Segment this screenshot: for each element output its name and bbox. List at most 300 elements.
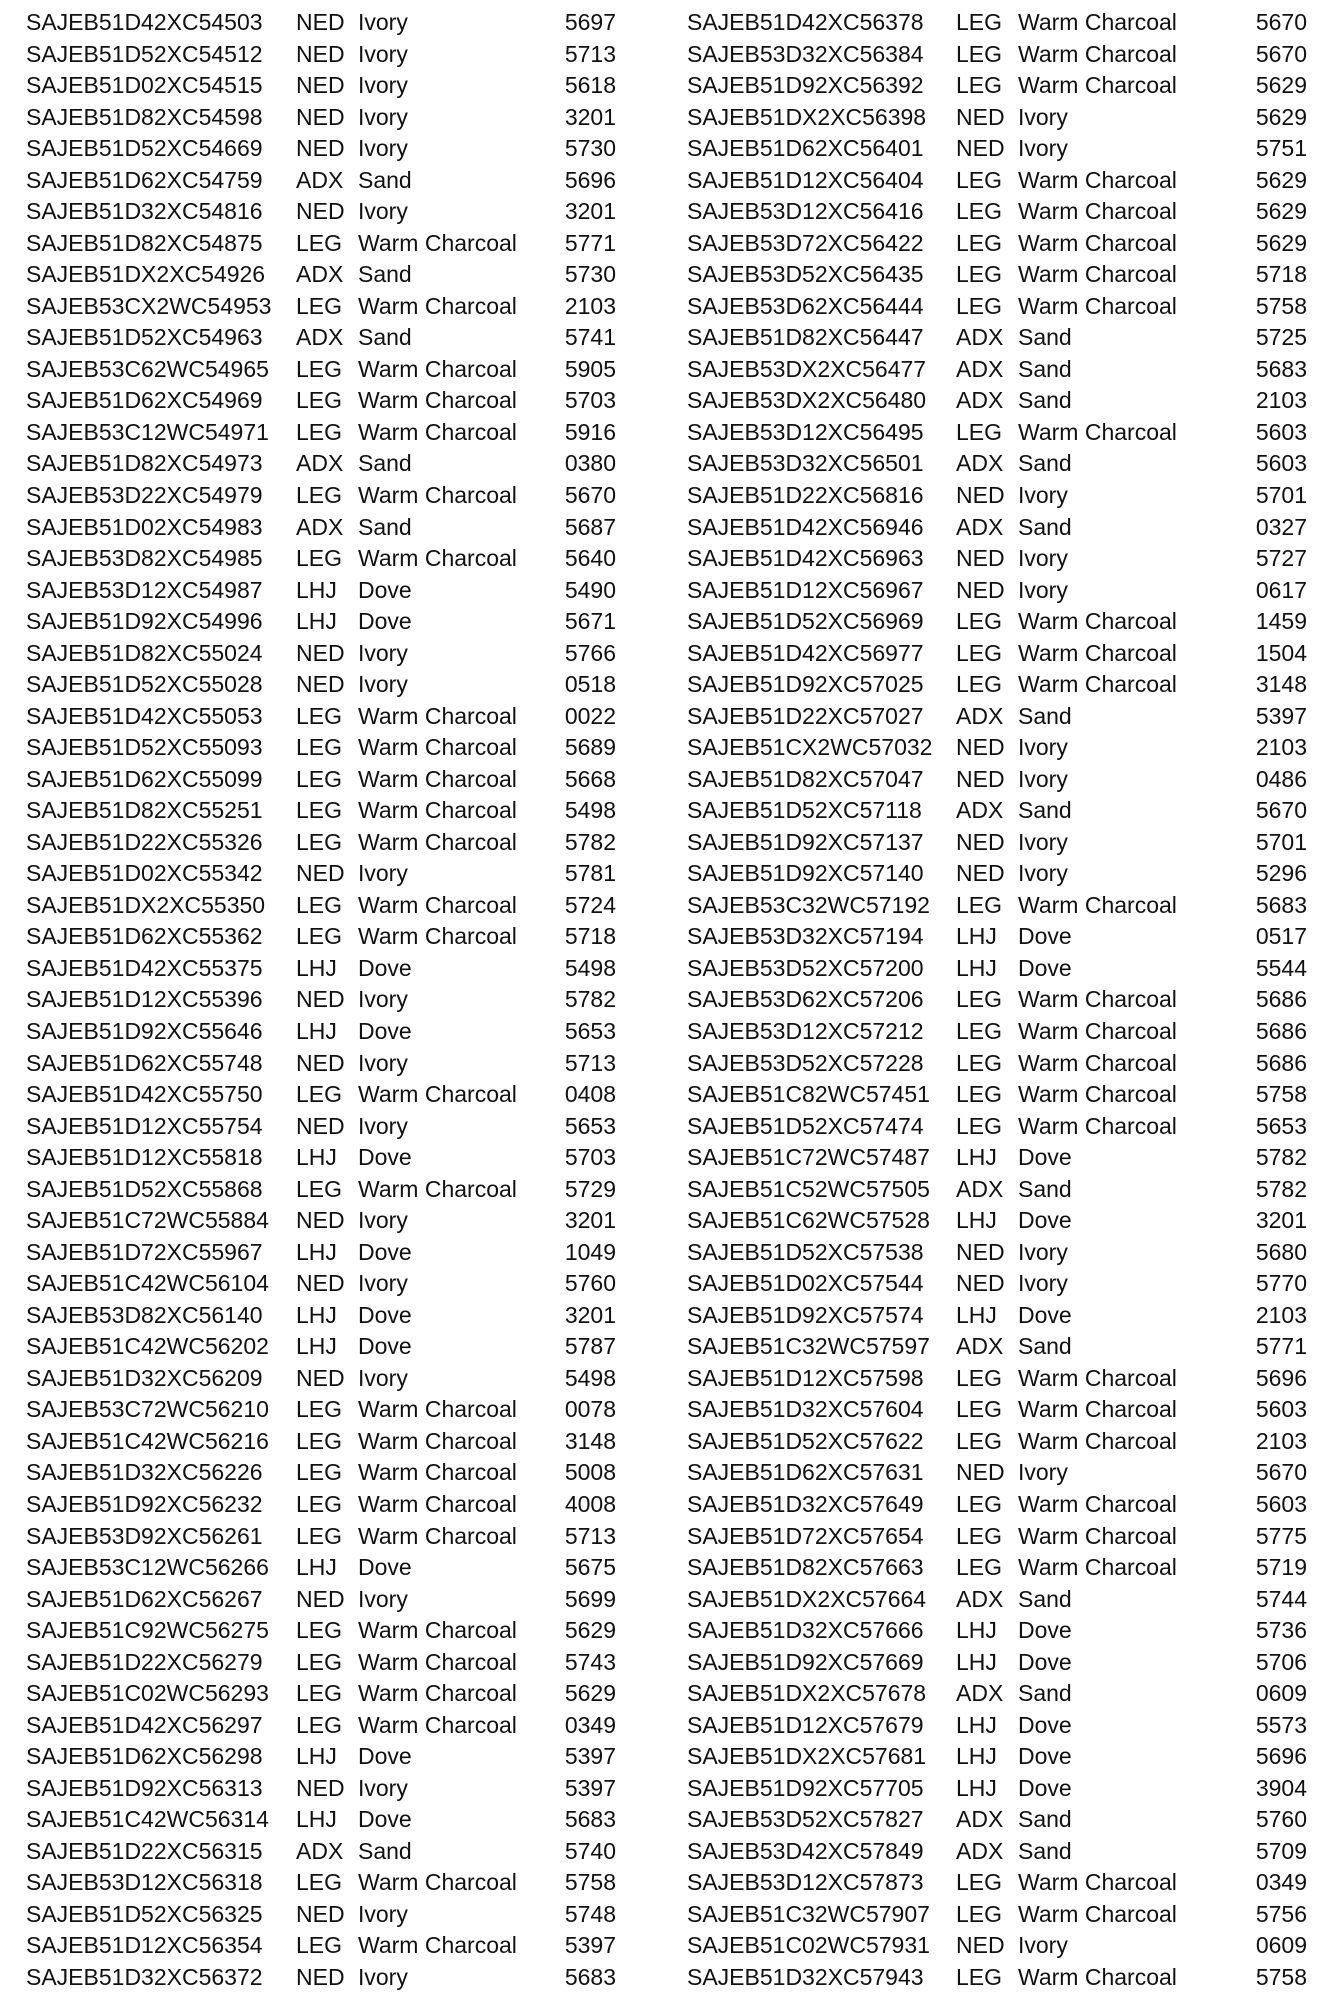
color-cell: Warm Charcoal: [358, 1396, 517, 1423]
number-cell: 5736: [1255, 1617, 1307, 1644]
code-cell: NED: [296, 103, 345, 130]
code-cell: ADX: [296, 324, 344, 351]
vin-cell: SAJEB53C62WC54965: [26, 355, 269, 382]
vin-cell: SAJEB51C02WC57931: [687, 1932, 930, 1959]
code-cell: LEG: [296, 545, 343, 572]
color-cell: Warm Charcoal: [358, 1522, 517, 1549]
code-cell: ADX: [956, 1680, 1004, 1707]
color-cell: Warm Charcoal: [1018, 639, 1177, 666]
vin-cell: SAJEB51D42XC56977: [687, 639, 924, 666]
color-cell: Warm Charcoal: [358, 891, 517, 918]
vin-cell: SAJEB51D12XC57598: [687, 1364, 924, 1391]
vin-cell: SAJEB53D82XC54985: [26, 545, 263, 572]
code-cell: LHJ: [296, 1743, 337, 1770]
color-cell: Dove: [1018, 954, 1072, 981]
color-cell: Warm Charcoal: [1018, 1900, 1177, 1927]
number-cell: 5701: [1255, 828, 1307, 855]
color-cell: Warm Charcoal: [358, 797, 517, 824]
code-cell: NED: [956, 1238, 1005, 1265]
number-cell: 5603: [1255, 450, 1307, 477]
color-cell: Warm Charcoal: [358, 702, 517, 729]
color-cell: Dove: [1018, 1711, 1072, 1738]
vin-cell: SAJEB53D52XC57200: [687, 954, 924, 981]
color-cell: Dove: [1018, 1774, 1072, 1801]
number-cell: 5758: [1255, 1963, 1307, 1990]
code-cell: LEG: [296, 923, 343, 950]
vin-cell: SAJEB51D12XC56354: [26, 1932, 263, 1959]
vin-cell: SAJEB51D92XC57025: [687, 671, 924, 698]
number-cell: 0349: [1255, 1869, 1307, 1896]
vin-cell: SAJEB51D42XC56297: [26, 1711, 263, 1738]
color-cell: Ivory: [358, 103, 408, 130]
vin-cell: SAJEB51D42XC56963: [687, 545, 924, 572]
number-cell: 5675: [564, 1554, 616, 1581]
vin-cell: SAJEB51D62XC56267: [26, 1585, 263, 1612]
color-cell: Ivory: [1018, 734, 1068, 761]
code-cell: NED: [296, 1112, 345, 1139]
code-cell: LHJ: [296, 954, 337, 981]
code-cell: LEG: [296, 734, 343, 761]
number-cell: 5730: [564, 135, 616, 162]
color-cell: Warm Charcoal: [358, 1459, 517, 1486]
code-cell: LEG: [956, 1900, 1003, 1927]
vin-cell: SAJEB51C62WC57528: [687, 1207, 930, 1234]
number-cell: 5629: [564, 1680, 616, 1707]
code-cell: ADX: [956, 797, 1004, 824]
code-cell: ADX: [296, 261, 344, 288]
vin-cell: SAJEB53D12XC56416: [687, 198, 924, 225]
vin-cell: SAJEB51C72WC55884: [26, 1207, 269, 1234]
code-cell: ADX: [956, 1806, 1004, 1833]
number-cell: 5629: [1255, 229, 1307, 256]
code-cell: NED: [296, 1963, 345, 1990]
code-cell: NED: [296, 1049, 345, 1076]
vin-cell: SAJEB53D52XC57228: [687, 1049, 924, 1076]
number-cell: 5498: [564, 1364, 616, 1391]
number-cell: 5689: [564, 734, 616, 761]
vin-cell: SAJEB51CX2WC57032: [687, 734, 933, 761]
code-cell: NED: [296, 9, 345, 35]
color-cell: Ivory: [1018, 481, 1068, 508]
color-cell: Warm Charcoal: [358, 1175, 517, 1202]
vin-cell: SAJEB51D32XC54816: [26, 198, 263, 225]
color-cell: Warm Charcoal: [1018, 1396, 1177, 1423]
color-cell: Warm Charcoal: [358, 1081, 517, 1108]
color-cell: Warm Charcoal: [1018, 418, 1177, 445]
vin-cell: SAJEB51D32XC57943: [687, 1963, 924, 1990]
vin-cell: SAJEB51D62XC55362: [26, 923, 263, 950]
number-cell: 5771: [1255, 1333, 1307, 1360]
color-cell: Sand: [1018, 387, 1072, 414]
color-cell: Warm Charcoal: [358, 355, 517, 382]
vin-cell: SAJEB53D12XC57212: [687, 1018, 924, 1044]
vin-cell: SAJEB53D52XC56435: [687, 261, 924, 288]
number-cell: 5603: [1255, 1396, 1307, 1423]
code-cell: NED: [296, 671, 345, 698]
code-cell: LEG: [956, 166, 1003, 193]
vin-cell: SAJEB51D12XC55396: [26, 986, 263, 1013]
code-cell: LEG: [296, 1711, 343, 1738]
number-cell: 5751: [1255, 135, 1307, 162]
number-cell: 0518: [564, 671, 616, 698]
vin-cell: SAJEB51D62XC57631: [687, 1459, 924, 1486]
color-cell: Dove: [1018, 1617, 1072, 1644]
vin-cell: SAJEB51D52XC54963: [26, 324, 263, 351]
number-cell: 5760: [564, 1270, 616, 1297]
vin-cell: SAJEB53D92XC56261: [26, 1522, 263, 1549]
code-cell: NED: [296, 198, 345, 225]
number-cell: 5703: [564, 1144, 616, 1171]
code-cell: LEG: [296, 481, 343, 508]
color-cell: Sand: [358, 1837, 412, 1864]
code-cell: LEG: [296, 229, 343, 256]
vin-cell: SAJEB51D82XC55024: [26, 639, 263, 666]
color-cell: Warm Charcoal: [358, 418, 517, 445]
number-cell: 5573: [1255, 1711, 1307, 1738]
number-cell: 5498: [564, 954, 616, 981]
number-cell: 5743: [564, 1648, 616, 1675]
vin-cell: SAJEB51D92XC57137: [687, 828, 924, 855]
vin-cell: SAJEB53D12XC54987: [26, 576, 263, 603]
vin-cell: SAJEB51D02XC54983: [26, 513, 263, 540]
color-cell: Warm Charcoal: [1018, 1112, 1177, 1139]
color-cell: Dove: [1018, 923, 1072, 950]
number-cell: 5670: [1255, 9, 1307, 35]
code-cell: NED: [296, 1364, 345, 1391]
color-cell: Sand: [358, 261, 412, 288]
color-cell: Ivory: [358, 72, 408, 99]
number-cell: 5696: [1255, 1364, 1307, 1391]
vin-cell: SAJEB53DX2XC56477: [687, 355, 927, 382]
color-cell: Ivory: [358, 1112, 408, 1139]
vin-cell: SAJEB51DX2XC56398: [687, 103, 927, 130]
code-cell: ADX: [956, 1837, 1004, 1864]
code-cell: ADX: [296, 1837, 344, 1864]
color-cell: Sand: [1018, 355, 1072, 382]
code-cell: NED: [956, 135, 1005, 162]
color-cell: Dove: [1018, 1301, 1072, 1328]
code-cell: LEG: [956, 1396, 1003, 1423]
color-cell: Ivory: [358, 198, 408, 225]
vin-cell: SAJEB51DX2XC57681: [687, 1743, 927, 1770]
code-cell: LEG: [296, 1490, 343, 1517]
code-cell: NED: [296, 1774, 345, 1801]
color-cell: Sand: [358, 166, 412, 193]
color-cell: Warm Charcoal: [1018, 1554, 1177, 1581]
code-cell: ADX: [956, 324, 1004, 351]
number-cell: 5758: [564, 1869, 616, 1896]
number-cell: 3148: [1255, 671, 1307, 698]
code-cell: LEG: [956, 1112, 1003, 1139]
code-cell: NED: [956, 1459, 1005, 1486]
vin-cell: SAJEB53D22XC54979: [26, 481, 263, 508]
color-cell: Ivory: [1018, 1932, 1068, 1959]
vin-cell: SAJEB53C32WC57192: [687, 891, 930, 918]
color-cell: Dove: [1018, 1207, 1072, 1234]
code-cell: LHJ: [956, 1711, 997, 1738]
color-cell: Warm Charcoal: [1018, 292, 1177, 319]
color-cell: Ivory: [358, 40, 408, 67]
code-cell: LEG: [956, 1081, 1003, 1108]
code-cell: ADX: [296, 450, 344, 477]
code-cell: LHJ: [296, 1554, 337, 1581]
code-cell: LEG: [956, 986, 1003, 1013]
code-cell: NED: [956, 765, 1005, 792]
color-cell: Warm Charcoal: [358, 1932, 517, 1959]
vin-cell: SAJEB51D62XC56401: [687, 135, 924, 162]
code-cell: LEG: [296, 292, 343, 319]
number-cell: 5008: [564, 1459, 616, 1486]
vin-cell: SAJEB51D42XC55375: [26, 954, 263, 981]
color-cell: Warm Charcoal: [1018, 1427, 1177, 1454]
number-cell: 1459: [1255, 608, 1307, 635]
code-cell: LHJ: [296, 1806, 337, 1833]
code-cell: ADX: [296, 513, 344, 540]
vin-cell: SAJEB51DX2XC55350: [26, 891, 266, 918]
code-cell: NED: [956, 1932, 1005, 1959]
number-cell: 5629: [1255, 198, 1307, 225]
vin-cell: SAJEB51D62XC55099: [26, 765, 263, 792]
vin-cell: SAJEB53D12XC56318: [26, 1869, 263, 1896]
vin-cell: SAJEB53D32XC56384: [687, 40, 924, 67]
vin-cell: SAJEB53D62XC56444: [687, 292, 924, 319]
color-cell: Dove: [358, 954, 412, 981]
code-cell: LEG: [296, 1869, 343, 1896]
vin-cell: SAJEB51D82XC55251: [26, 797, 263, 824]
vin-cell: SAJEB51D92XC54996: [26, 608, 263, 635]
vin-cell: SAJEB51D92XC57574: [687, 1301, 924, 1328]
color-cell: Ivory: [358, 671, 408, 698]
color-cell: Warm Charcoal: [1018, 229, 1177, 256]
number-cell: 5703: [564, 387, 616, 414]
vin-cell: SAJEB51D52XC55868: [26, 1175, 263, 1202]
color-cell: Ivory: [1018, 828, 1068, 855]
color-cell: Warm Charcoal: [1018, 608, 1177, 635]
vin-cell: SAJEB51DX2XC54926: [26, 261, 266, 288]
number-cell: 5397: [564, 1743, 616, 1770]
color-cell: Warm Charcoal: [1018, 1049, 1177, 1076]
number-cell: 5748: [564, 1900, 616, 1927]
number-cell: 3201: [564, 103, 616, 130]
code-cell: LEG: [296, 1932, 343, 1959]
number-cell: 5758: [1255, 1081, 1307, 1108]
color-cell: Warm Charcoal: [1018, 9, 1177, 35]
code-cell: LEG: [296, 1081, 343, 1108]
number-cell: 5766: [564, 639, 616, 666]
color-cell: Warm Charcoal: [358, 387, 517, 414]
number-cell: 3148: [564, 1427, 616, 1454]
code-cell: NED: [956, 734, 1005, 761]
code-cell: LEG: [956, 891, 1003, 918]
code-cell: LEG: [296, 1459, 343, 1486]
vin-cell: SAJEB51D92XC57705: [687, 1774, 924, 1801]
number-cell: 5787: [564, 1333, 616, 1360]
number-cell: 5744: [1255, 1585, 1307, 1612]
code-cell: LHJ: [956, 1207, 997, 1234]
vin-cell: SAJEB51D42XC55750: [26, 1081, 263, 1108]
color-cell: Ivory: [1018, 1238, 1068, 1265]
number-cell: 2103: [1255, 1301, 1307, 1328]
code-cell: LEG: [956, 418, 1003, 445]
code-cell: NED: [956, 576, 1005, 603]
color-cell: Warm Charcoal: [1018, 40, 1177, 67]
code-cell: ADX: [956, 1175, 1004, 1202]
code-cell: NED: [956, 545, 1005, 572]
code-cell: LHJ: [956, 923, 997, 950]
code-cell: LEG: [956, 639, 1003, 666]
vin-cell: SAJEB51D82XC57663: [687, 1554, 924, 1581]
number-cell: 5670: [1255, 1459, 1307, 1486]
number-cell: 3201: [564, 1207, 616, 1234]
color-cell: Warm Charcoal: [358, 229, 517, 256]
color-cell: Dove: [358, 1301, 412, 1328]
vin-cell: SAJEB51D22XC57027: [687, 702, 924, 729]
code-cell: NED: [956, 103, 1005, 130]
code-cell: LEG: [296, 1680, 343, 1707]
number-cell: 5696: [564, 166, 616, 193]
vin-cell: SAJEB51D92XC56313: [26, 1774, 263, 1801]
code-cell: ADX: [296, 166, 344, 193]
number-cell: 0408: [564, 1081, 616, 1108]
code-cell: LEG: [296, 1175, 343, 1202]
vin-cell: SAJEB51DX2XC57664: [687, 1585, 927, 1612]
color-cell: Ivory: [1018, 576, 1068, 603]
color-cell: Sand: [1018, 324, 1072, 351]
color-cell: Sand: [1018, 1175, 1072, 1202]
color-cell: Warm Charcoal: [1018, 166, 1177, 193]
number-cell: 4008: [564, 1490, 616, 1517]
vin-cell: SAJEB51C42WC56104: [26, 1270, 269, 1297]
vin-cell: SAJEB51D52XC55028: [26, 671, 263, 698]
vin-cell: SAJEB51D52XC57118: [687, 797, 922, 824]
vin-cell: SAJEB51D62XC54759: [26, 166, 263, 193]
code-cell: LEG: [296, 418, 343, 445]
code-cell: LEG: [956, 72, 1003, 99]
color-cell: Warm Charcoal: [1018, 1081, 1177, 1108]
color-cell: Sand: [1018, 797, 1072, 824]
number-cell: 5706: [1255, 1648, 1307, 1675]
number-cell: 5905: [564, 355, 616, 382]
code-cell: LHJ: [296, 1333, 337, 1360]
vin-cell: SAJEB53D62XC57206: [687, 986, 924, 1013]
vin-cell: SAJEB51D92XC57669: [687, 1648, 924, 1675]
code-cell: LHJ: [296, 608, 337, 635]
color-cell: Ivory: [1018, 860, 1068, 887]
vin-cell: SAJEB51C32WC57597: [687, 1333, 930, 1360]
vin-cell: SAJEB51D52XC57538: [687, 1238, 924, 1265]
code-cell: ADX: [956, 1585, 1004, 1612]
color-cell: Ivory: [358, 1049, 408, 1076]
code-cell: ADX: [956, 513, 1004, 540]
number-cell: 0609: [1255, 1932, 1307, 1959]
code-cell: LEG: [956, 1049, 1003, 1076]
code-cell: LHJ: [296, 1301, 337, 1328]
vin-cell: SAJEB51D82XC54973: [26, 450, 263, 477]
code-cell: LEG: [956, 1554, 1003, 1581]
number-cell: 5770: [1255, 1270, 1307, 1297]
code-cell: LEG: [956, 1018, 1003, 1044]
number-cell: 5670: [564, 481, 616, 508]
vin-cell: SAJEB53D12XC57873: [687, 1869, 924, 1896]
color-cell: Dove: [1018, 1144, 1072, 1171]
code-cell: NED: [296, 1270, 345, 1297]
number-cell: 5713: [564, 1049, 616, 1076]
number-cell: 5603: [1255, 1490, 1307, 1517]
vin-cell: SAJEB51C02WC56293: [26, 1680, 269, 1707]
color-cell: Warm Charcoal: [1018, 198, 1177, 225]
number-cell: 5668: [564, 765, 616, 792]
code-cell: LHJ: [956, 1301, 997, 1328]
color-cell: Ivory: [1018, 765, 1068, 792]
number-cell: 5724: [564, 891, 616, 918]
code-cell: NED: [956, 481, 1005, 508]
number-cell: 2103: [564, 292, 616, 319]
code-cell: LEG: [296, 1522, 343, 1549]
color-cell: Dove: [358, 1333, 412, 1360]
code-cell: NED: [296, 986, 345, 1013]
color-cell: Ivory: [358, 1774, 408, 1801]
color-cell: Dove: [358, 1554, 412, 1581]
vin-cell: SAJEB53D42XC57849: [687, 1837, 924, 1864]
code-cell: LEG: [956, 1490, 1003, 1517]
number-cell: 0022: [564, 702, 616, 729]
color-cell: Sand: [1018, 450, 1072, 477]
number-cell: 5758: [1255, 292, 1307, 319]
number-cell: 5653: [564, 1112, 616, 1139]
vin-cell: SAJEB51D92XC55646: [26, 1018, 263, 1044]
number-cell: 5653: [564, 1018, 616, 1044]
code-cell: ADX: [956, 702, 1004, 729]
vin-cell: SAJEB51D62XC56298: [26, 1743, 263, 1770]
vin-cell: SAJEB51C42WC56314: [26, 1806, 269, 1833]
code-cell: LEG: [296, 387, 343, 414]
vin-cell: SAJEB51D52XC54512: [26, 40, 263, 67]
code-cell: NED: [956, 860, 1005, 887]
number-cell: 5618: [564, 72, 616, 99]
code-cell: LEG: [296, 702, 343, 729]
number-cell: 1049: [564, 1238, 616, 1265]
vin-cell: SAJEB51D12XC55754: [26, 1112, 263, 1139]
color-cell: Warm Charcoal: [358, 545, 517, 572]
code-cell: LEG: [956, 9, 1003, 35]
color-cell: Warm Charcoal: [358, 1427, 517, 1454]
color-cell: Warm Charcoal: [358, 1869, 517, 1896]
color-cell: Ivory: [358, 135, 408, 162]
code-cell: NED: [296, 639, 345, 666]
color-cell: Warm Charcoal: [1018, 891, 1177, 918]
color-cell: Sand: [1018, 1585, 1072, 1612]
code-cell: LEG: [956, 608, 1003, 635]
vin-cell: SAJEB51D22XC56315: [26, 1837, 263, 1864]
number-cell: 5782: [564, 828, 616, 855]
number-cell: 3201: [1255, 1207, 1307, 1234]
color-cell: Ivory: [358, 1207, 408, 1234]
code-cell: LHJ: [956, 1774, 997, 1801]
number-cell: 5696: [1255, 1743, 1307, 1770]
number-cell: 5771: [564, 229, 616, 256]
number-cell: 3201: [564, 198, 616, 225]
vin-cell: SAJEB51D32XC56226: [26, 1459, 263, 1486]
code-cell: LEG: [956, 292, 1003, 319]
color-cell: Dove: [1018, 1743, 1072, 1770]
number-cell: 5397: [564, 1774, 616, 1801]
color-cell: Sand: [1018, 1837, 1072, 1864]
number-cell: 0517: [1255, 923, 1307, 950]
color-cell: Warm Charcoal: [1018, 1364, 1177, 1391]
number-cell: 5701: [1255, 481, 1307, 508]
vin-cell: SAJEB51D92XC56392: [687, 72, 924, 99]
number-cell: 5775: [1255, 1522, 1307, 1549]
